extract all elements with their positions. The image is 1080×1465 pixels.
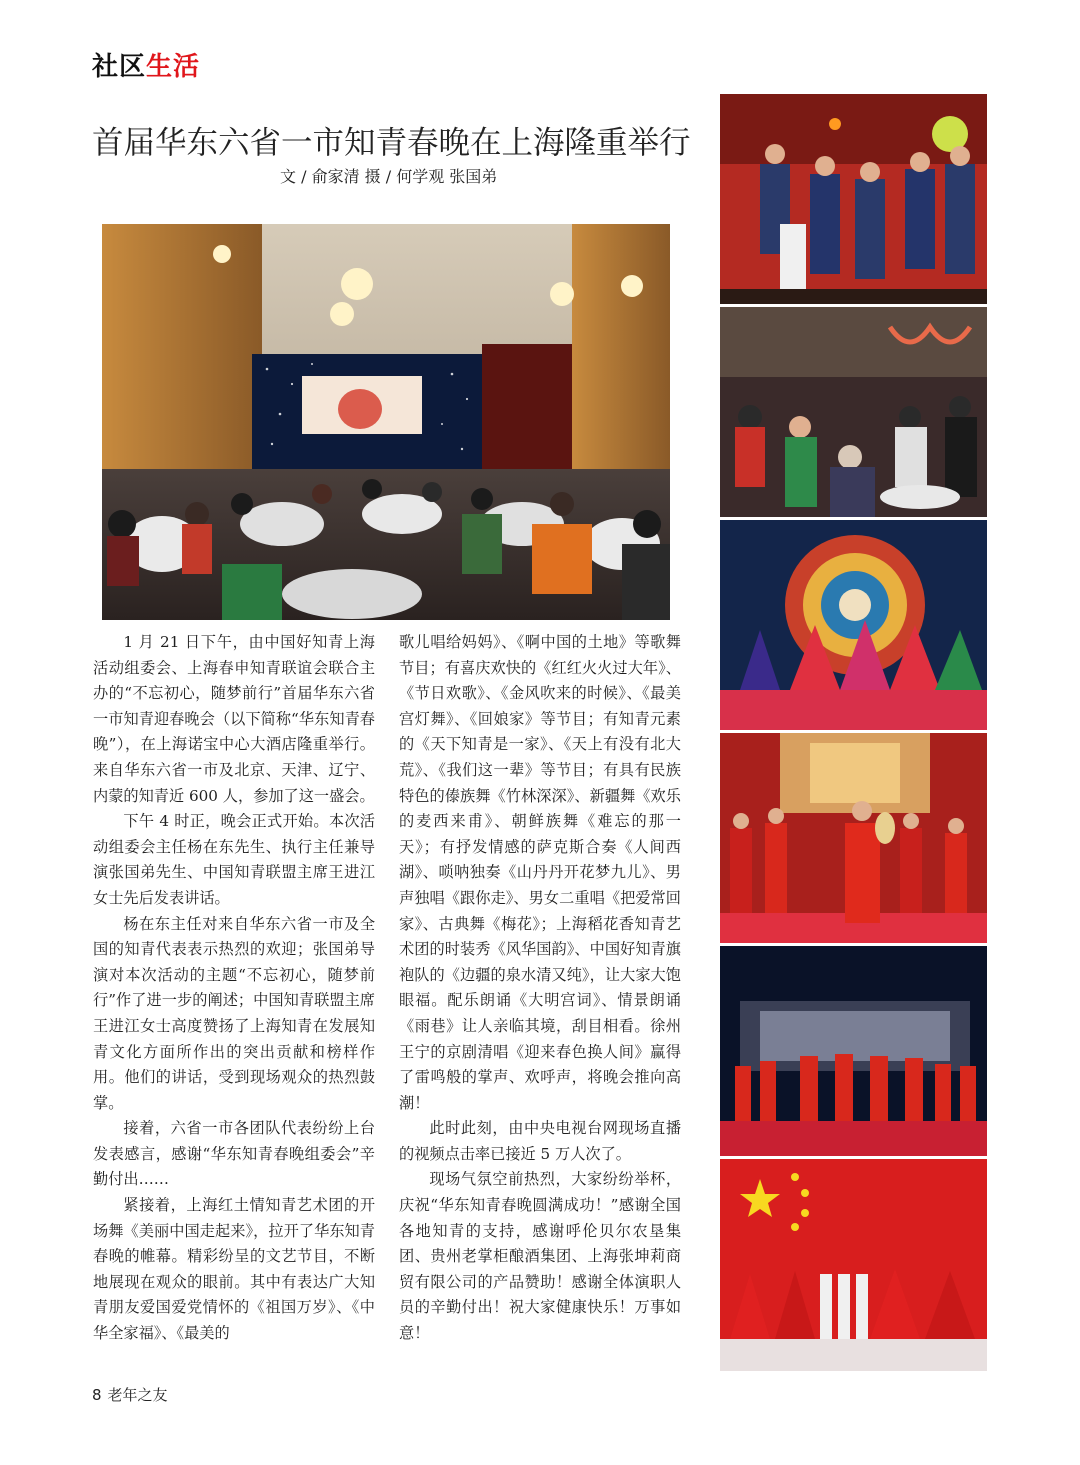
- photo-pipa-performance: [720, 733, 987, 943]
- article-column-2: [399, 630, 681, 1347]
- article-column-1: [93, 630, 375, 1347]
- photo-dance-performance: [720, 94, 987, 304]
- photo-ethnic-dance: [720, 520, 987, 730]
- paragraph: 下午 4 时正，晚会正式开始。本次活动组委会主任杨在东先生、执行主任兼导演张国弟先生、中国知青联盟主席王进江女士先后发表讲话。: [93, 812, 375, 907]
- main-photo-banquet-hall: [102, 224, 670, 620]
- section-label: [92, 46, 200, 83]
- paragraph: 歌儿唱给妈妈》、《啊中国的土地》等歌舞节目；有喜庆欢快的《红红火火过大年》、《节日欢歌》、《金风吹来的时候》、《最美宫灯舞》、《回娘家》等节目；有知青元素的《天下知青是一家》、《天上有没有北大荒》、《我们这一辈》等节目；有具有民族特色的傣族舞《竹林深深》、新疆舞《欢乐的麦西来甫》、朝鲜族舞《难忘的那一天》；有抒发情感的萨克斯合奏《人间西湖》、唢呐独奏《山丹丹开花梦九儿》、男声独唱《跟你走》、男女二重唱《把爱常回家》、古典舞《梅花》；上海稻花香知青艺术团的时装秀《风华国韵》、中国好知青旗袍队的《边疆的泉水清又纯》，让大家大饱眼福。配乐朗诵《大明宫词》、情景朗诵《雨巷》让人亲临其境，刮目相看。徐州王宁的京剧清唱《迎来春色换人间》赢得了雷鸣般的掌声、欢呼声，将晚会推向高潮！: [399, 633, 681, 1112]
- photo-flag-finale: [720, 1159, 987, 1371]
- paragraph: 杨在东主任对来自华东六省一市及全国的知青代表表示热烈的欢迎；张国弟导演对本次活动的主题“不忘初心，随梦前行”作了进一步的阐述；中国知青联盟主席王进江女士高度赞扬了上海知青在发展知青文化方面所作出的突出贡献和榜样作用。他们的讲话，受到现场观众的热烈鼓掌。: [93, 914, 375, 1112]
- paragraph: 接着，六省一市各团队代表纷纷上台发表感言，感谢“华东知青春晚组委会”辛勤付出……: [93, 1119, 375, 1189]
- photo-stage-group: [720, 946, 987, 1156]
- paragraph: 1 月 21 日下午，由中国好知青上海活动组委会、上海春申知青联谊会联合主办的“不忘初心，随梦前行”首届华东六省一市知青迎春晚会（以下简称“华东知青春晚”），在上海诺宝中心大酒店隆重举行。来自华东六省一市及北京、天津、辽宁、内蒙的知青近 600 人，参加了这一盛会。: [93, 633, 375, 805]
- article-byline: 文 / 俞家清 摄 / 何学观 张国弟: [280, 167, 498, 186]
- section-label-part1: 社区: [92, 52, 147, 82]
- photo-audience-toast: [720, 307, 987, 517]
- paragraph: 紧接着，上海红土情知青艺术团的开场舞《美丽中国走起来》，拉开了华东知青春晚的帷幕。精彩纷呈的文艺节目，不断地展现在观众的眼前。其中有表达广大知青朋友爱国爱党情怀的《祖国万岁》、《中华全家福》、《最美的: [93, 1196, 375, 1343]
- paragraph: 现场气氛空前热烈，大家纷纷举杯，庆祝“华东知青春晚圆满成功！”感谢全国各地知青的支持，感谢呼伦贝尔农垦集团、贵州老掌柜酿酒集团、上海张坤莉商贸有限公司的产品赞助！感谢全体演职人员的辛勤付出！祝大家健康快乐！万事如意！: [399, 1170, 681, 1343]
- section-label-part2: 生活: [146, 52, 201, 82]
- magazine-name: 老年之友: [107, 1386, 168, 1404]
- page-footer: [92, 1384, 168, 1405]
- page-number: 8: [92, 1386, 102, 1404]
- paragraph: 此时此刻，由中央电视台网现场直播的视频点击率已接近 5 万人次了。: [399, 1119, 681, 1163]
- article-title: 首届华东六省一市知青春晚在上海隆重举行: [92, 125, 691, 161]
